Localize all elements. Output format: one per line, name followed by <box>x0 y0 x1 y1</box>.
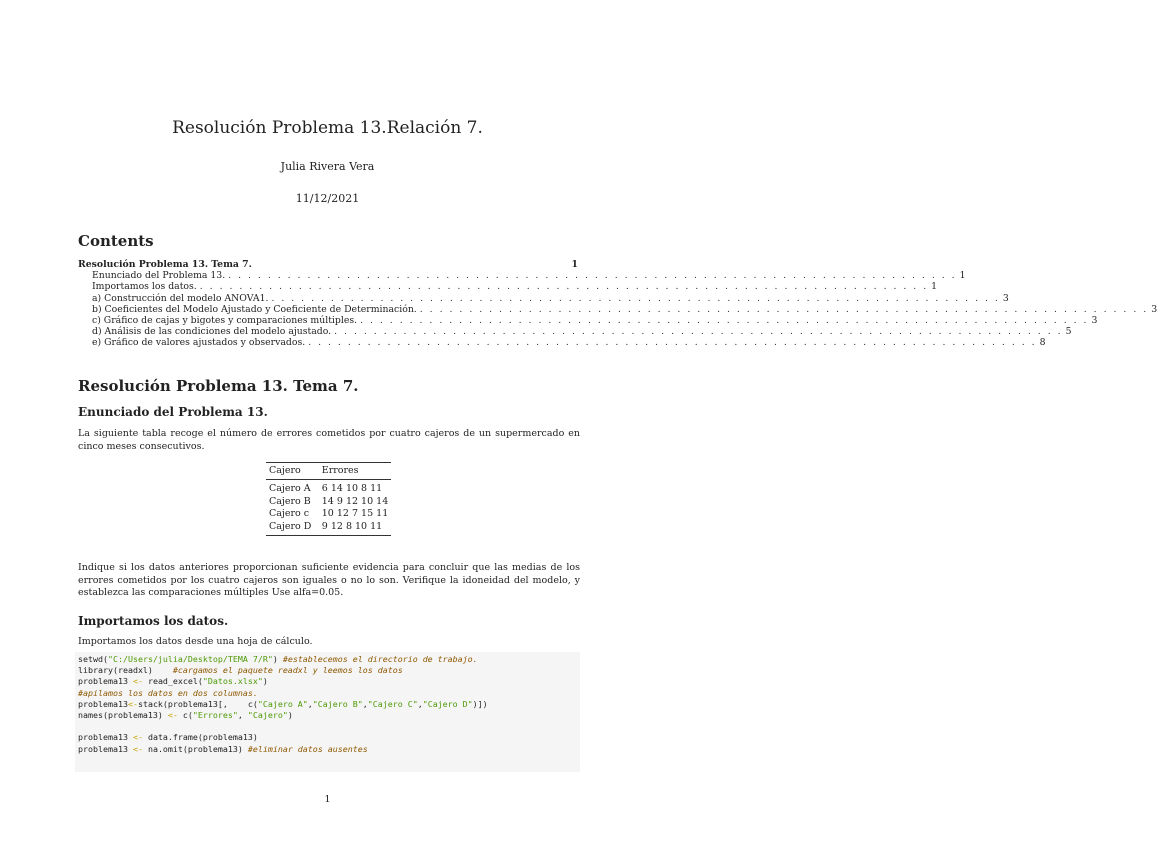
code-token: c( <box>177 709 193 720</box>
table-row <box>266 521 391 536</box>
page-number: 1 <box>324 794 331 805</box>
toc-entry-label: Enunciado del Problema 13. <box>92 270 226 282</box>
code-operator: <- <box>167 709 178 720</box>
code-line <box>78 710 577 721</box>
code-token: problema13 <box>78 732 133 743</box>
toc-entry[interactable] <box>78 259 578 270</box>
code-operator: <- <box>132 676 143 687</box>
code-operator: <- <box>127 698 138 709</box>
contents-heading: Contents <box>78 232 154 250</box>
cell-cajero: Cajero B <box>269 495 311 507</box>
code-operator: <- <box>132 743 143 754</box>
code-line <box>78 744 577 755</box>
code-token: , <box>237 709 248 720</box>
cell-errores: 10 12 7 15 11 <box>321 508 389 519</box>
document-title: Resolución Problema 13.Relación 7. <box>172 118 483 138</box>
code-string: "Cajero C" <box>367 698 418 709</box>
table-of-contents <box>78 258 1157 349</box>
code-operator: <- <box>132 732 143 743</box>
toc-entry[interactable] <box>78 292 1009 304</box>
toc-entry-page: 1 <box>571 258 578 270</box>
toc-leader: . . . . . . . . . . . . . . . . . . . . . . . . . . . . . . . . . . . . . . . . . . . . . . . . . . . . . . . . . . . . . . . . . . . . . . . . . . <box>228 270 957 282</box>
cell-errores: 9 12 8 10 11 <box>321 520 383 532</box>
code-token: ) <box>287 709 293 720</box>
table-row <box>266 480 391 496</box>
code-token: , <box>307 698 313 709</box>
code-line <box>78 699 577 710</box>
toc-entry-label: Importamos los datos. <box>92 281 197 293</box>
r-code-block <box>75 652 580 772</box>
toc-entry[interactable] <box>78 303 1157 315</box>
toc-entry-page: 5 <box>1065 326 1072 338</box>
code-token: ) <box>262 676 268 687</box>
column-header-errores: Errores <box>321 465 359 476</box>
code-token: names(problema13) <box>78 709 168 720</box>
section-heading: Resolución Problema 13. Tema 7. <box>78 377 359 395</box>
code-token: )]) <box>472 698 488 709</box>
code-token: data.frame(problema13) <box>142 732 258 743</box>
code-comment: #apilamos los datos en dos columnas. <box>78 687 258 698</box>
code-token: problema13 <box>78 676 133 687</box>
document-author: Julia Rivera Vera <box>280 160 375 173</box>
code-line <box>78 665 577 676</box>
toc-entry-page: 1 <box>959 270 966 282</box>
code-token: setwd( <box>78 654 108 664</box>
toc-leader: . . . . . . . . . . . . . . . . . . . . . . . . . . . . . . . . . . . . . . . . . . . . . . . . . . . . . . . . . . . . . . . . . . . . . . . . . . <box>308 337 1037 349</box>
code-token: , <box>417 698 423 709</box>
toc-entry-page: 3 <box>1002 292 1009 304</box>
code-line <box>78 676 577 687</box>
code-blank-line <box>78 721 577 732</box>
code-string: "Datos.xlsx" <box>202 676 263 687</box>
code-token: problema13 <box>78 743 133 754</box>
table-row <box>266 496 391 509</box>
code-token: ) <box>272 654 283 664</box>
toc-entry-label: d) Análisis de las condiciones del modelo ajustado. <box>92 326 332 338</box>
question-paragraph: Indique si los datos anteriores proporcionan suficiente evidencia para concluir que las medias de los errores cometidos por los cuatro cajeros son iguales o no lo son. Verifique la idoneidad del modelo, y establezca las comparaciones múltiples Use alfa=0.05. <box>78 562 580 598</box>
import-intro-paragraph: Importamos los datos desde una hoja de cálculo. <box>78 636 313 647</box>
cell-cajero: Cajero A <box>269 483 311 494</box>
toc-leader: . . . . . . . . . . . . . . . . . . . . . . . . . . . . . . . . . . . . . . . . . . . . . . . . . . . . . . . . . . . . . . . . . . . . . . . . . . <box>419 303 1149 315</box>
cell-cajero: Cajero c <box>269 508 310 519</box>
code-line <box>78 654 577 665</box>
code-string: "Cajero" <box>247 709 288 720</box>
code-string: "C:/Users/julia/Desktop/TEMA 7/R" <box>107 654 273 664</box>
code-comment: #establecemos el directorio de trabajo. <box>282 654 478 664</box>
toc-leader: . . . . . . . . . . . . . . . . . . . . . . . . . . . . . . . . . . . . . . . . . . . . . . . . . . . . . . . . . . . . . . . . . . . . . . . . . . <box>199 281 929 293</box>
document-date: 11/12/2021 <box>295 192 360 205</box>
cell-errores: 14 9 12 10 14 <box>321 495 389 507</box>
code-token: read_excel( <box>142 676 203 687</box>
code-comment: #cargamos el paquete readxl y leemos los datos <box>172 665 403 676</box>
code-token: library(readxl) <box>78 665 173 676</box>
toc-entry[interactable] <box>78 270 966 282</box>
toc-entry[interactable] <box>78 326 1072 338</box>
toc-entry-page: 8 <box>1039 337 1046 349</box>
code-token: problema13 <box>78 698 128 709</box>
toc-entry-label: Resolución Problema 13. Tema 7. <box>78 258 252 270</box>
table-row <box>266 508 391 521</box>
cell-cajero: Cajero D <box>269 520 312 532</box>
toc-leader: . . . . . . . . . . . . . . . . . . . . . . . . . . . . . . . . . . . . . . . . . . . . . . . . . . . . . . . . . . . . . . . . . . . . . . . . . . <box>334 326 1063 338</box>
code-string: "Cajero B" <box>312 698 363 709</box>
code-line <box>78 688 577 699</box>
toc-entry-label: a) Construcción del modelo ANOVA1. <box>92 292 269 304</box>
toc-entry-label: c) Gráfico de cajas y bigotes y comparaciones múltiples. <box>92 314 358 326</box>
code-token: stack(problema13[, c( <box>137 698 258 709</box>
intro-paragraph: La siguiente tabla recoge el número de errores cometidos por cuatro cajeros de un supermercado en cinco meses consecutivos. <box>78 428 580 452</box>
subsection-heading-enunciado: Enunciado del Problema 13. <box>78 405 268 419</box>
toc-entry-page: 3 <box>1091 314 1098 326</box>
code-token: , <box>362 698 368 709</box>
code-line <box>78 732 577 743</box>
toc-entry[interactable] <box>78 337 1046 349</box>
toc-entry-label: e) Gráfico de valores ajustados y observados. <box>92 337 306 349</box>
toc-entry[interactable] <box>78 281 938 293</box>
code-comment: #eliminar datos ausentes <box>247 743 368 754</box>
column-header-cajero: Cajero <box>269 465 301 476</box>
code-string: "Cajero D" <box>422 698 473 709</box>
code-string: "Errores" <box>192 709 238 720</box>
toc-entry-page: 3 <box>1151 303 1157 315</box>
table-header-row <box>266 463 391 480</box>
toc-entry[interactable] <box>78 314 1098 326</box>
toc-leader: . . . . . . . . . . . . . . . . . . . . . . . . . . . . . . . . . . . . . . . . . . . . . . . . . . . . . . . . . . . . . . . . . . . . . . . . . . <box>360 314 1089 326</box>
code-token: na.omit(problema13) <box>142 743 248 754</box>
errors-table <box>266 462 391 536</box>
toc-entry-label: b) Coeficientes del Modelo Ajustado y Coeficiente de Determinación. <box>92 303 417 315</box>
code-string: "Cajero A" <box>257 698 308 709</box>
toc-leader: . . . . . . . . . . . . . . . . . . . . . . . . . . . . . . . . . . . . . . . . . . . . . . . . . . . . . . . . . . . . . . . . . . . . . . . . . . <box>271 292 1000 304</box>
toc-entry-page: 1 <box>931 281 938 293</box>
cell-errores: 6 14 10 8 11 <box>321 483 383 494</box>
subsection-heading-importamos: Importamos los datos. <box>78 614 229 628</box>
